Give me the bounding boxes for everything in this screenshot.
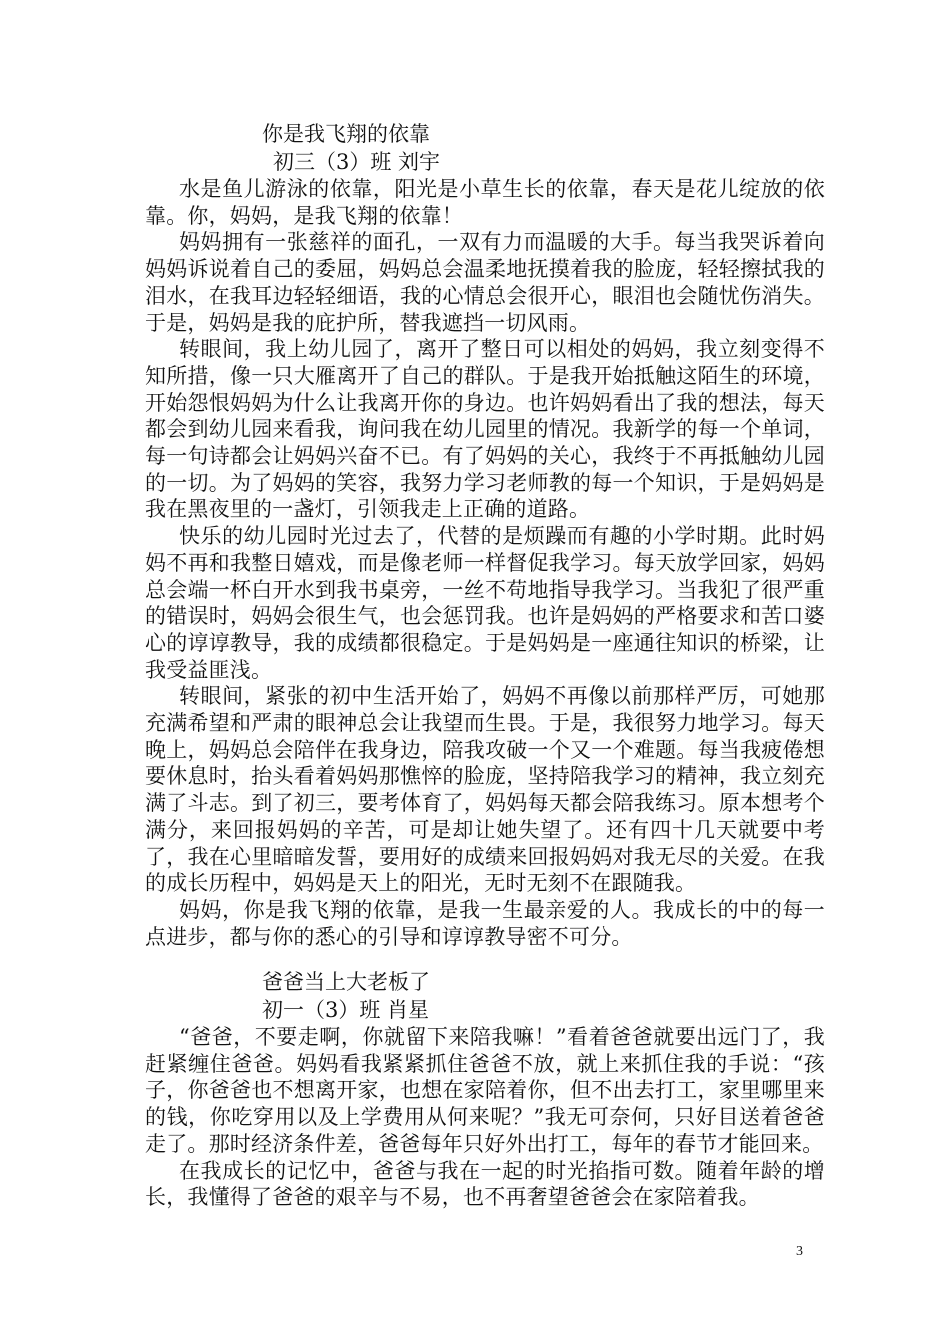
article-1 <box>145 120 825 950</box>
article-title: 爸爸当上大老板了 <box>262 970 430 994</box>
article-title: 你是我飞翔的依靠 <box>262 122 430 146</box>
article-2 <box>145 968 825 1211</box>
article-byline: 初三（3）班 刘宇 <box>273 150 441 174</box>
paragraph: 快乐的幼儿园时光过去了，代替的是烦躁而有趣的小学时期。此时妈妈不再和我整日嬉戏，而是像老师一样督促我学习。每天放学回家，妈妈总会端一杯白开水到我书桌旁，一丝不苟地指导我学习。当我犯了很严重的错误时，妈妈会很生气，也会惩罚我。也许是妈妈的严格要求和苦口婆心的谆谆教导，我的成绩都很稳定。于是妈妈是一座通往知识的桥梁，让我受益匪浅。 <box>145 524 825 682</box>
paragraph: 妈妈，你是我飞翔的依靠，是我一生最亲爱的人。我成长的中的每一点进步，都与你的悉心的引导和谆谆教导密不可分。 <box>145 897 825 949</box>
article-byline: 初一（3）班 肖星 <box>262 998 430 1022</box>
paragraph: 转眼间，紧张的初中生活开始了，妈妈不再像以前那样严厉，可她那充满希望和严肃的眼神总会让我望而生畏。于是，我很努力地学习。每天晚上，妈妈总会陪伴在我身边，陪我攻破一个又一个难题。每当我疲倦想要休息时，抬头看着妈妈那憔悴的脸庞，坚持陪我学习的精神，我立刻充满了斗志。到了初三，要考体育了，妈妈每天都会陪我练习。原本想考个满分，来回报妈妈的辛苦，可是却让她失望了。还有四十几天就要中考了，我在心里暗暗发誓，要用好的成绩来回报妈妈对我无尽的关爱。在我的成长历程中，妈妈是天上的阳光，无时无刻不在跟随我。 <box>145 684 825 896</box>
paragraph: 转眼间，我上幼儿园了，离开了整日可以相处的妈妈，我立刻变得不知所措，像一只大雁离开了自己的群队。于是我开始抵触这陌生的环境，开始怨恨妈妈为什么让我离开你的身边。也许妈妈看出了我的想法，每天都会到幼儿园来看我，询问我在幼儿园里的情况。我新学的每一个单词，每一句诗都会让妈妈兴奋不已。有了妈妈的关心，我终于不再抵触幼儿园的一切。为了妈妈的笑容，我努力学习老师教的每一个知识，于是妈妈是我在黑夜里的一盏灯，引领我走上正确的道路。 <box>145 337 825 522</box>
page-number: 3 <box>796 1244 803 1259</box>
paragraph: 在我成长的记忆中，爸爸与我在一起的时光掐指可数。随着年龄的增长，我懂得了爸爸的艰辛与不易，也不再奢望爸爸会在家陪着我。 <box>145 1158 825 1210</box>
paragraph: 妈妈拥有一张慈祥的面孔，一双有力而温暖的大手。每当我哭诉着向妈妈诉说着自己的委屈，妈妈总会温柔地抚摸着我的脸庞，轻轻擦拭我的泪水，在我耳边轻轻细语，我的心情总会很开心，眼泪也会随忧伤消失。于是，妈妈是我的庇护所，替我遮挡一切风雨。 <box>145 230 825 335</box>
paragraph: “爸爸，不要走啊，你就留下来陪我嘛！”看着爸爸就要出远门了，我赶紧缠住爸爸。妈妈看我紧紧抓住爸爸不放，就上来抓住我的手说：“孩子，你爸爸也不想离开家，也想在家陪着你，但不出去打工，家里哪里来的钱，你吃穿用以及上学费用从何来呢？”我无可奈何，只好目送着爸爸走了。那时经济条件差，爸爸每年只好外出打工，每年的春节才能回来。 <box>145 1025 825 1156</box>
paragraph: 水是鱼儿游泳的依靠，阳光是小草生长的依靠，春天是花儿绽放的依靠。你，妈妈，是我飞翔的依靠！ <box>145 177 825 228</box>
